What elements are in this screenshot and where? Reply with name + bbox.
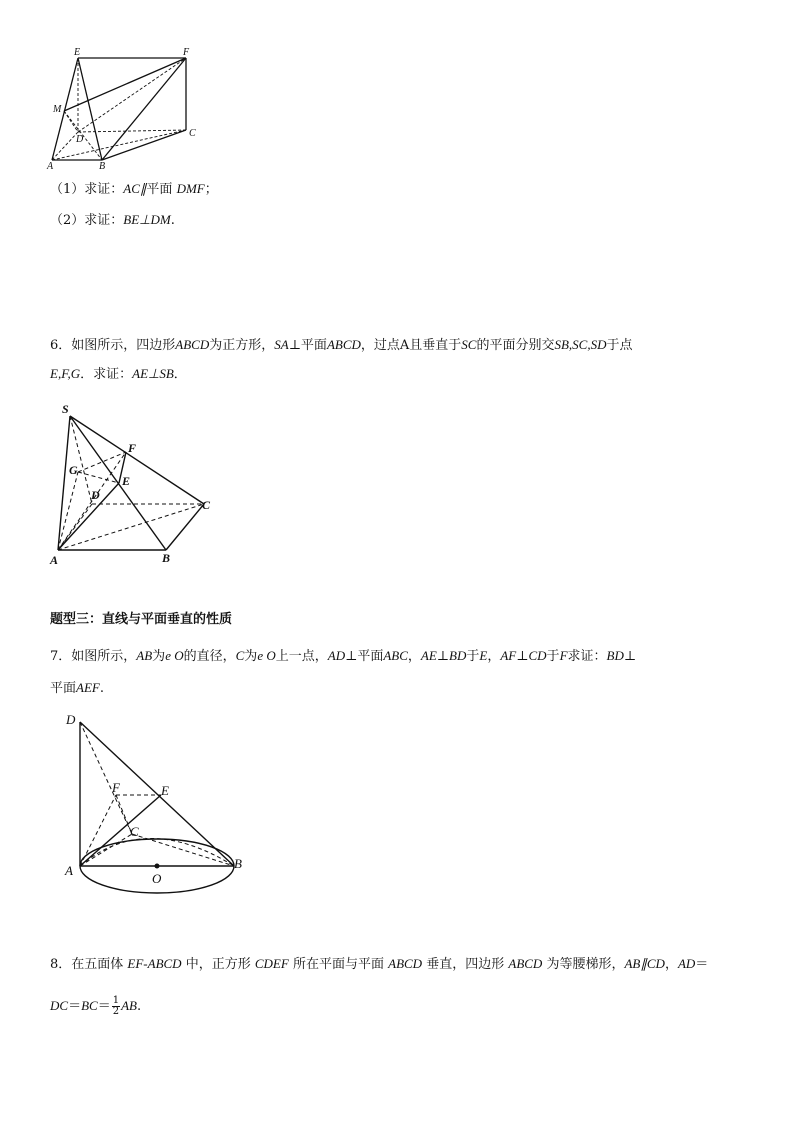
q6-abcd2: ABCD bbox=[326, 337, 361, 352]
q8-text: ， bbox=[664, 957, 678, 972]
q5-part2-end: . bbox=[170, 213, 175, 228]
label-F: F bbox=[128, 441, 137, 455]
q6-points: E,F,G bbox=[50, 366, 81, 381]
q7-f: F bbox=[559, 648, 568, 663]
q6-text: 于点 bbox=[606, 338, 633, 353]
q7-text: ， bbox=[487, 649, 501, 664]
q5-part2-prefix: （2）求证： bbox=[50, 213, 124, 228]
q7-af: AF bbox=[500, 648, 517, 663]
q8-num: 8．在五面体 bbox=[50, 957, 124, 972]
label-O: O bbox=[152, 871, 162, 886]
label-B: B bbox=[234, 856, 242, 871]
fraction-denominator: 2 bbox=[112, 1006, 120, 1017]
q6-text: ． bbox=[173, 367, 187, 382]
q8-ab: AB bbox=[121, 998, 137, 1013]
q6-line1 bbox=[50, 336, 632, 355]
q7-e: E bbox=[479, 648, 488, 663]
label-C: C bbox=[189, 128, 196, 139]
q6-num: 6．如图所示，四边形 bbox=[50, 338, 176, 353]
label-E: E bbox=[74, 47, 81, 58]
q8-dc: DC bbox=[50, 998, 69, 1013]
q8-line1 bbox=[50, 955, 708, 974]
q7-text: 为 bbox=[244, 649, 258, 664]
q8-ad: AD bbox=[677, 956, 696, 971]
q8-text: 为等腰梯形， bbox=[546, 957, 625, 972]
q6-expr: AE⊥SB bbox=[132, 366, 174, 381]
label-F: F bbox=[112, 780, 120, 795]
q7-ab: AB bbox=[136, 648, 153, 663]
label-D: D bbox=[76, 134, 84, 145]
section-heading: 题型三：直线与平面垂直的性质 bbox=[50, 612, 233, 627]
q5-part2 bbox=[50, 211, 175, 230]
q6-text: ．求证： bbox=[80, 367, 133, 382]
label-D: D bbox=[66, 712, 76, 727]
q7-text: 的直径， bbox=[183, 649, 236, 664]
figure-circle-diagram bbox=[60, 708, 260, 908]
q7-line1 bbox=[50, 647, 636, 666]
q5-part1-expr: AC∥ bbox=[123, 181, 147, 196]
q5-part1 bbox=[50, 180, 218, 199]
q7-text: 于 bbox=[466, 649, 480, 664]
q7-text: ⊥ bbox=[623, 649, 637, 664]
q7-text: 平面 bbox=[50, 681, 77, 696]
label-E: E bbox=[161, 783, 169, 798]
figure-pyramid-diagram bbox=[44, 398, 224, 570]
label-B: B bbox=[99, 161, 106, 172]
q5-part1-end: ； bbox=[204, 182, 218, 197]
q7-text: ⊥ bbox=[516, 649, 529, 664]
fraction-numerator: 1 bbox=[112, 995, 120, 1006]
q8-text: ＝ bbox=[695, 957, 709, 972]
q7-aef: AEF bbox=[76, 680, 100, 695]
label-A: A bbox=[65, 863, 73, 878]
q6-sa: SA bbox=[274, 337, 289, 352]
q6-text: ，过点A且垂直于 bbox=[360, 338, 462, 353]
q8-text: ＝ bbox=[68, 999, 82, 1014]
q8-abcd2: ABCD bbox=[508, 956, 543, 971]
q8-body: EF-ABCD bbox=[127, 956, 182, 971]
q7-text: 求证： bbox=[567, 649, 607, 664]
q8-text: 垂直，四边形 bbox=[426, 957, 505, 972]
label-C: C bbox=[202, 498, 211, 512]
label-B: B bbox=[162, 551, 171, 565]
q7-text: . bbox=[99, 681, 104, 696]
q8-parallel: AB∥CD bbox=[624, 956, 665, 971]
q7-bd2: BD bbox=[606, 648, 624, 663]
label-E: E bbox=[122, 474, 131, 488]
q7-c: C bbox=[235, 648, 245, 663]
figure-prism-diagram bbox=[44, 44, 204, 174]
q6-text: 为正方形， bbox=[209, 338, 275, 353]
q7-ad: AD bbox=[327, 648, 346, 663]
q7-text: ⊥平面 bbox=[345, 649, 384, 664]
q7-abc: ABC bbox=[383, 648, 408, 663]
q6-text: 的平面分别交 bbox=[476, 338, 555, 353]
q8-text: . bbox=[136, 999, 142, 1014]
q8-fraction bbox=[112, 996, 120, 1017]
label-S: S bbox=[62, 402, 69, 416]
q7-text: 于 bbox=[546, 649, 560, 664]
q5-part1-prefix: （1）求证： bbox=[50, 182, 124, 197]
label-F: F bbox=[183, 47, 190, 58]
q7-bd: BD bbox=[449, 648, 467, 663]
q5-part1-mid: 平面 bbox=[146, 182, 173, 197]
q7-text: 上一点， bbox=[275, 649, 328, 664]
q8-bc: BC bbox=[81, 998, 98, 1013]
q5-part2-expr: BE⊥DM bbox=[123, 212, 171, 227]
q7-text: 为 bbox=[152, 649, 166, 664]
q7-ae: AE bbox=[420, 648, 437, 663]
q6-abcd: ABCD bbox=[175, 337, 210, 352]
q6-text: ⊥平面 bbox=[288, 338, 327, 353]
q8-text: ＝ bbox=[97, 999, 111, 1014]
q7-circle: e O bbox=[165, 648, 184, 663]
q7-num: 7．如图所示， bbox=[50, 649, 137, 664]
q6-sc: SC bbox=[461, 337, 477, 352]
label-A: A bbox=[47, 161, 54, 172]
q8-cdef: CDEF bbox=[254, 956, 289, 971]
label-M: M bbox=[53, 104, 62, 115]
label-C: C bbox=[130, 824, 139, 839]
q6-line2 bbox=[50, 365, 187, 384]
q8-line2 bbox=[50, 996, 141, 1017]
q7-line2 bbox=[50, 679, 104, 698]
q5-part1-plane: DMF bbox=[176, 181, 205, 196]
q6-list: SB,SC,SD bbox=[554, 337, 607, 352]
label-A: A bbox=[50, 553, 59, 567]
label-D: D bbox=[91, 488, 100, 502]
q8-text: 中，正方形 bbox=[185, 957, 251, 972]
center-point bbox=[155, 864, 160, 869]
q7-circle: e O bbox=[257, 648, 276, 663]
q7-cd: CD bbox=[528, 648, 547, 663]
q7-text: ⊥ bbox=[436, 649, 450, 664]
q7-text: ， bbox=[407, 649, 421, 664]
q8-text: 所在平面与平面 bbox=[292, 957, 384, 972]
q8-abcd: ABCD bbox=[388, 956, 423, 971]
label-G: G bbox=[69, 463, 78, 477]
